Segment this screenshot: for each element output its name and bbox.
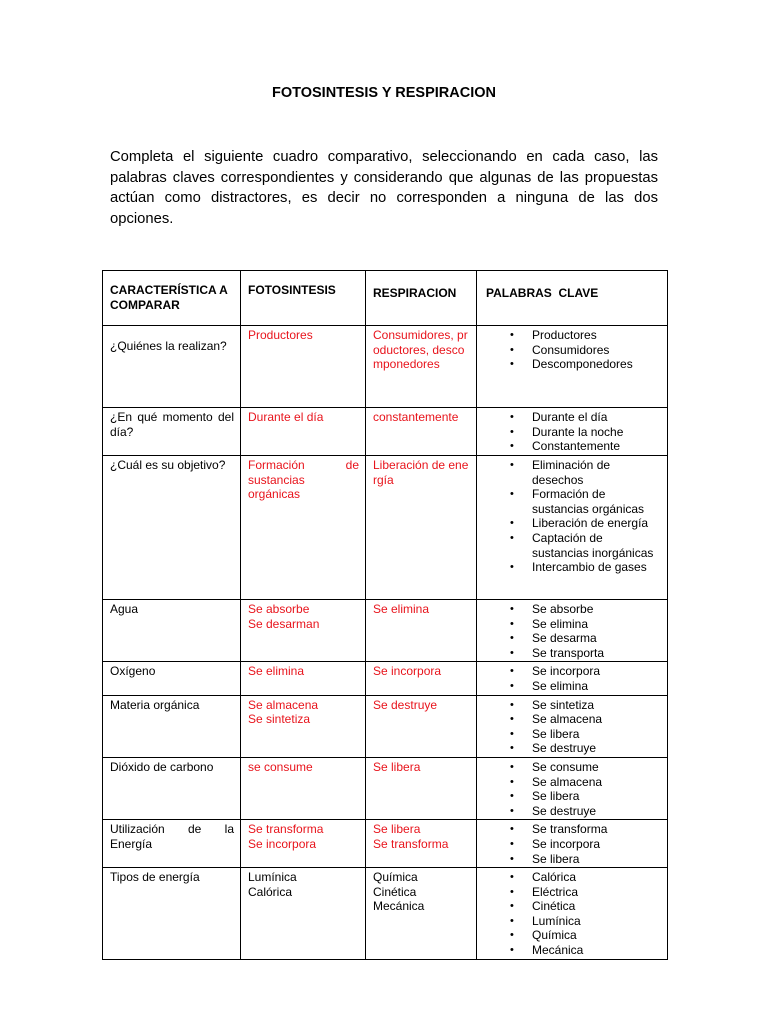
keyword-item: • Cinética [532, 899, 661, 914]
comparison-table [102, 270, 668, 960]
cell-caracteristica: Materia orgánica [103, 695, 241, 757]
keyword-item: • Durante el día [532, 410, 661, 425]
cell-respiracion: Se libera [366, 757, 477, 819]
keyword-list [484, 328, 661, 372]
keyword-item: • Se almacena [532, 712, 661, 727]
keyword-item: • Se elimina [532, 617, 661, 632]
table-row [103, 662, 668, 695]
cell-caracteristica: Tipos de energía [103, 868, 241, 960]
keyword-item: • Durante la noche [532, 425, 661, 440]
cell-respiracion: Consumidores, productores, descomponedores [366, 326, 477, 408]
keyword-item: • Productores [532, 328, 661, 343]
cell-palabras-clave [477, 408, 668, 456]
cell-fotosintesis: Se elimina [241, 662, 366, 695]
cell-palabras-clave [477, 600, 668, 662]
cell-palabras-clave [477, 662, 668, 695]
table-row [103, 408, 668, 456]
keyword-item: • Eléctrica [532, 885, 661, 900]
table-row [103, 868, 668, 960]
keyword-item: • Se transforma [532, 822, 661, 837]
cell-palabras-clave [477, 820, 668, 868]
cell-respiracion: Se destruye [366, 695, 477, 757]
keyword-item: • Se libera [532, 852, 661, 867]
keyword-item: • Se incorpora [532, 664, 661, 679]
cell-fotosintesis: Productores [241, 326, 366, 408]
keyword-list [484, 602, 661, 660]
cell-fotosintesis: Durante el día [241, 408, 366, 456]
table-header-row [103, 271, 668, 326]
keyword-item: • Se desarma [532, 631, 661, 646]
keyword-item: • Calórica [532, 870, 661, 885]
instructions-paragraph: Completa el siguiente cuadro comparativo, seleccionando en cada caso, las palabras claves correspondientes y considerando que algunas de las propuestas actúan como distractores, es decir no corresponden a ninguna de las dos opciones. [110, 149, 658, 227]
keyword-list [484, 410, 661, 454]
keyword-item: • Lumínica [532, 914, 661, 929]
cell-palabras-clave [477, 695, 668, 757]
table-row [103, 326, 668, 408]
keyword-list [484, 458, 661, 575]
keyword-item: • Formación de sustancias orgánicas [532, 487, 661, 516]
keyword-item: • Consumidores [532, 343, 661, 358]
keyword-item: • Se libera [532, 727, 661, 742]
keyword-item: • Mecánica [532, 943, 661, 958]
keyword-item: • Se libera [532, 789, 661, 804]
cell-respiracion: constantemente [366, 408, 477, 456]
header-fotosintesis: FOTOSINTESIS [241, 271, 366, 326]
cell-caracteristica: Dióxido de carbono [103, 757, 241, 819]
keyword-item: • Intercambio de gases [532, 560, 661, 575]
cell-caracteristica: Oxígeno [103, 662, 241, 695]
keyword-item: • Eliminación de desechos [532, 458, 661, 487]
keyword-list [484, 870, 661, 958]
cell-fotosintesis: Se transforma Se incorpora [241, 820, 366, 868]
keyword-item: • Se almacena [532, 775, 661, 790]
cell-caracteristica: Utilización de la Energía [103, 820, 241, 868]
table-row [103, 456, 668, 600]
cell-fotosintesis: Se almacena Se sintetiza [241, 695, 366, 757]
keyword-list [484, 664, 661, 693]
header-palabras-clave: PALABRAS CLAVE [477, 271, 668, 326]
keyword-item: • Se destruye [532, 741, 661, 756]
keyword-item: • Captación de sustancias inorgánicas [532, 531, 661, 560]
keyword-item: • Química [532, 928, 661, 943]
cell-palabras-clave [477, 757, 668, 819]
cell-fotosintesis: Lumínica Calórica [241, 868, 366, 960]
keyword-list [484, 760, 661, 818]
cell-fotosintesis: se consume [241, 757, 366, 819]
cell-palabras-clave [477, 868, 668, 960]
cell-respiracion: Se libera Se transforma [366, 820, 477, 868]
cell-respiracion: Liberación de energía [366, 456, 477, 600]
cell-respiracion: Se elimina [366, 600, 477, 662]
cell-palabras-clave [477, 456, 668, 600]
keyword-item: • Se sintetiza [532, 698, 661, 713]
keyword-item: • Constantemente [532, 439, 661, 454]
cell-palabras-clave [477, 326, 668, 408]
table-row [103, 757, 668, 819]
cell-fotosintesis: Se absorbe Se desarman [241, 600, 366, 662]
keyword-item: • Liberación de energía [532, 516, 661, 531]
table-row [103, 695, 668, 757]
keyword-item: • Se consume [532, 760, 661, 775]
header-respiracion: RESPIRACION [366, 271, 477, 326]
table-row [103, 820, 668, 868]
keyword-list [484, 822, 661, 866]
cell-caracteristica: Agua [103, 600, 241, 662]
cell-caracteristica: ¿Cuál es su objetivo? [103, 456, 241, 600]
keyword-item: • Descomponedores [532, 357, 661, 372]
keyword-item: • Se transporta [532, 646, 661, 661]
keyword-item: • Se absorbe [532, 602, 661, 617]
cell-caracteristica: ¿Quiénes la realizan? [103, 326, 241, 408]
header-caracteristica: CARACTERÍSTICA A COMPARAR [103, 271, 241, 326]
table-row [103, 600, 668, 662]
keyword-item: • Se incorpora [532, 837, 661, 852]
keyword-item: • Se destruye [532, 804, 661, 819]
keyword-list [484, 698, 661, 756]
cell-respiracion: Química Cinética Mecánica [366, 868, 477, 960]
cell-fotosintesis: Formación de sustancias orgánicas [241, 456, 366, 600]
cell-respiracion: Se incorpora [366, 662, 477, 695]
cell-caracteristica: ¿En qué momento del día? [103, 408, 241, 456]
page-title: FOTOSINTESIS Y RESPIRACION [272, 85, 496, 101]
keyword-item: • Se elimina [532, 679, 661, 694]
